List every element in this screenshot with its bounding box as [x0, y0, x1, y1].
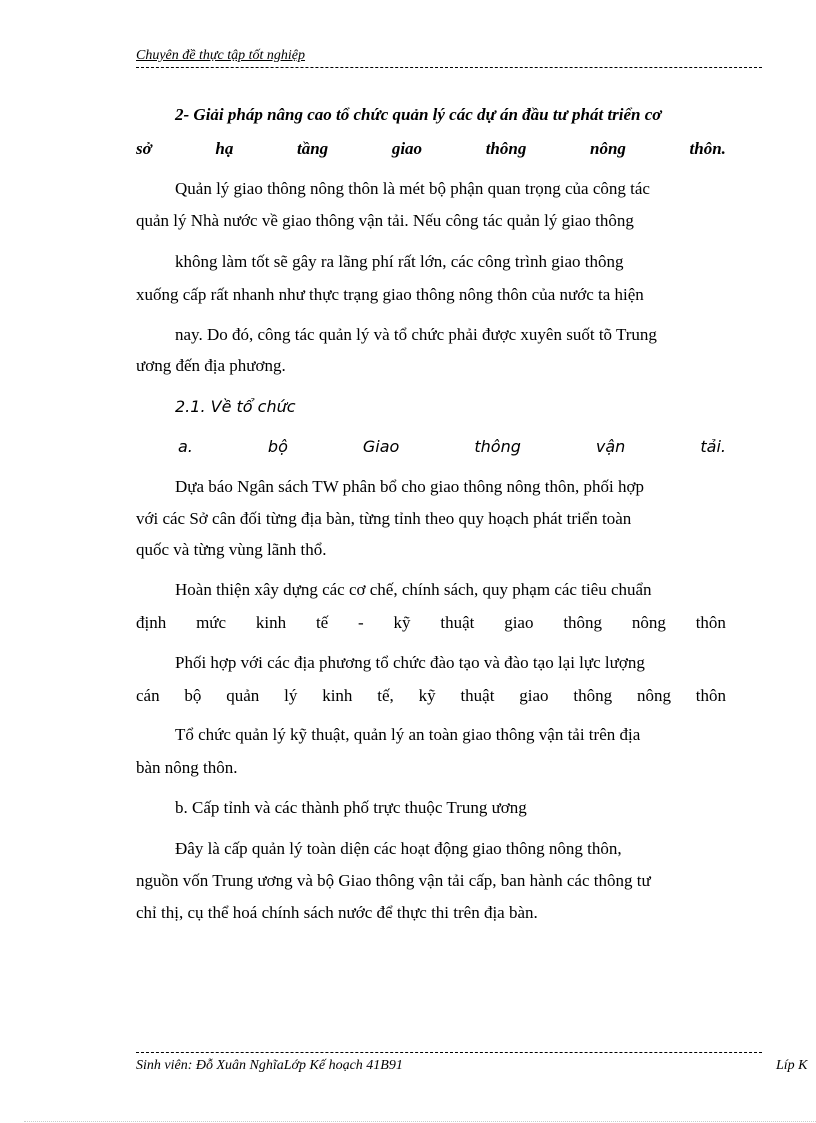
paragraph-1-line-6: ương đến địa phương.: [136, 356, 286, 375]
word: mức: [196, 613, 227, 632]
footer-student-info: Sinh viên: Đỗ Xuân NghĩaLớp Kế hoạch 41B91: [136, 1058, 403, 1073]
word: cán: [136, 686, 160, 705]
paragraph-2-line-1: Dựa báo Ngân sách TW phân bổ cho giao thông nông thôn, phối hợp: [175, 477, 644, 496]
heading-word: nông: [589, 139, 626, 158]
word: lý: [284, 686, 298, 705]
word: bộ: [184, 686, 202, 705]
word: giao: [504, 613, 534, 632]
word: nông: [631, 613, 666, 632]
word: kỹ: [418, 686, 436, 705]
paragraph-1-line-1: Quản lý giao thông nông thôn là mét bộ phận quan trọng của công tác: [175, 179, 650, 198]
word: kỹ: [393, 613, 411, 632]
paragraph-5-line-1: Tổ chức quản lý kỹ thuật, quản lý an toàn giao thông vận tải trên địa: [175, 725, 641, 744]
paragraph-4-line-1: Phối hợp với các địa phương tổ chức đào tạo và đào tạo lại lực lượng: [175, 653, 645, 672]
page-bottom-edge: [24, 1121, 816, 1122]
paragraph-2-line-3: quốc và từng vùng lãnh thổ.: [136, 540, 327, 559]
subsection-b-title: b. Cấp tỉnh và các thành phố trực thuộc Trung ương: [175, 798, 527, 817]
word: giao: [519, 686, 549, 705]
heading-word: hạ: [215, 139, 234, 158]
word: kinh: [255, 613, 287, 632]
subsection-a-word: thông: [474, 437, 521, 456]
paragraph-5-line-2: bàn nông thôn.: [136, 758, 238, 777]
word: thông: [563, 613, 603, 632]
footer-divider: [136, 1052, 762, 1053]
section-heading-line-1: 2- Giải pháp nâng cao tổ chức quản lý các dự án đầu tư phát triển cơ: [175, 105, 662, 124]
word: kinh: [322, 686, 353, 705]
paragraph-1-line-2: quản lý Nhà nước về giao thông vận tải. Nếu công tác quản lý giao thông: [136, 211, 634, 230]
paragraph-6-line-1: Đây là cấp quản lý toàn diện các hoạt động giao thông nông thôn,: [175, 839, 622, 858]
word: tế: [315, 613, 329, 632]
subsection-a-word: Giao: [362, 437, 400, 456]
heading-word: tầng: [297, 139, 329, 158]
word: quản: [226, 686, 260, 705]
subsection-a-word: tải.: [700, 437, 726, 456]
subsection-a-word: vận: [595, 437, 626, 456]
footer-class-label: Líp K: [776, 1058, 808, 1073]
section-heading-line-2: [136, 138, 726, 160]
subsection-a-word: a.: [178, 437, 193, 456]
paragraph-3-line-1: Hoàn thiện xây dựng các cơ chế, chính sách, quy phạm các tiêu chuẩn: [175, 580, 652, 599]
heading-word: thông: [485, 139, 527, 158]
heading-word: sở: [136, 139, 152, 158]
running-header: Chuyên đề thực tập tốt nghiệp: [136, 48, 305, 63]
word: thôn: [695, 613, 726, 632]
word: định: [136, 613, 167, 632]
subsection-a-heading: [178, 436, 726, 458]
paragraph-6-line-2: nguồn vốn Trung ương và bộ Giao thông vận tải cấp, ban hành các thông tư: [136, 871, 651, 890]
word: thông: [573, 686, 613, 705]
paragraph-1-line-4: xuống cấp rất nhanh như thực trạng giao thông nông thôn của nước ta hiện: [136, 285, 644, 304]
paragraph-1-line-3: không làm tốt sẽ gây ra lãng phí rất lớn, các công trình giao thông: [175, 252, 624, 271]
paragraph-3-line-2: [136, 612, 726, 634]
word: thuật: [440, 613, 475, 632]
word: thuật: [460, 686, 495, 705]
word: -: [358, 613, 364, 632]
subsection-a-word: bộ: [267, 437, 288, 456]
word: thôn: [695, 686, 726, 705]
heading-word: giao: [391, 139, 423, 158]
paragraph-2-line-2: với các Sở cân đối từng địa bàn, từng tỉnh theo quy hoạch phát triển toàn: [136, 509, 632, 528]
heading-word: thôn.: [689, 139, 726, 158]
header-divider: [136, 67, 762, 68]
paragraph-1-line-5: nay. Do đó, công tác quản lý và tổ chức phải được xuyên suốt tõ Trung: [175, 325, 657, 344]
word: nông: [636, 686, 671, 705]
paragraph-6-line-3: chỉ thị, cụ thể hoá chính sách nước để thực thi trên địa bàn.: [136, 903, 538, 922]
subsection-title: 2.1. Về tổ chức: [175, 397, 296, 416]
word: tế,: [377, 686, 394, 705]
paragraph-4-line-2: [136, 685, 726, 707]
